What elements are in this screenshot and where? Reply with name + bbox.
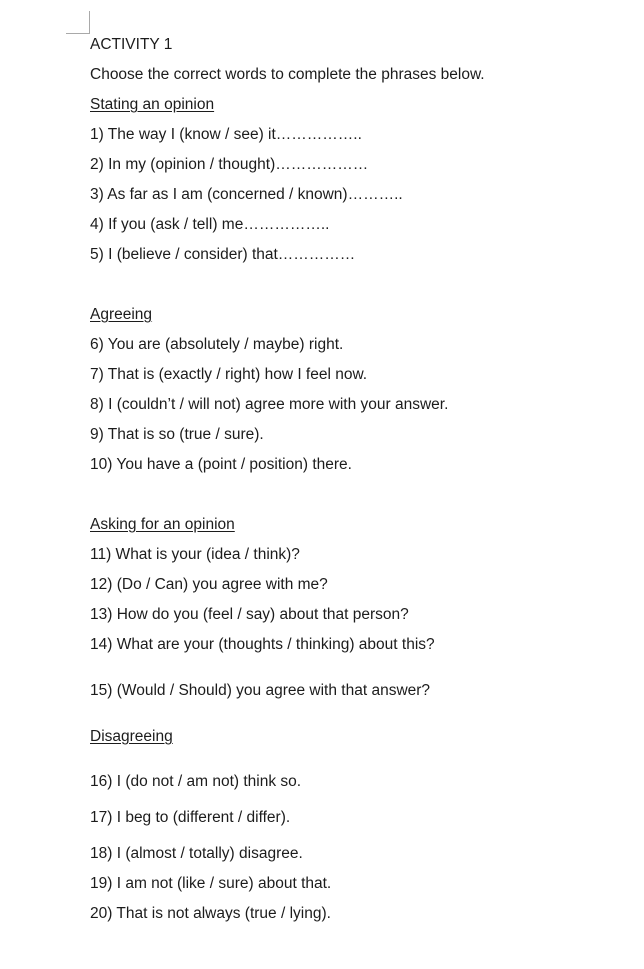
page-corner-mark (66, 11, 90, 34)
list-item: 4) If you (ask / tell) me…………….. (90, 216, 330, 233)
list-item: 16) I (do not / am not) think so. (90, 773, 302, 790)
list-item: 12) (Do / Can) you agree with me? (90, 576, 328, 593)
list-item: 14) What are your (thoughts / thinking) about this? (90, 636, 435, 653)
list-item: 9) That is so (true / sure). (90, 426, 264, 443)
list-item: 1) The way I (know / see) it…………….. (90, 126, 362, 143)
list-item: 5) I (believe / consider) that…………… (90, 246, 356, 263)
list-item: 6) You are (absolutely / maybe) right. (90, 336, 344, 353)
list-item: 3) As far as I am (concerned / known)……….. (90, 186, 403, 203)
list-item: 7) That is (exactly / right) how I feel now. (90, 366, 368, 383)
list-item: 18) I (almost / totally) disagree. (90, 845, 303, 862)
list-item: 10) You have a (point / position) there. (90, 456, 352, 473)
list-item: 8) I (couldn’t / will not) agree more with your answer. (90, 396, 449, 413)
list-item: 15) (Would / Should) you agree with that answer? (90, 682, 431, 699)
section-heading-agreeing: Agreeing (90, 306, 153, 323)
instruction-text: Choose the correct words to complete the phrases below. (90, 66, 485, 83)
activity-title: ACTIVITY 1 (90, 36, 173, 53)
list-item: 19) I am not (like / sure) about that. (90, 875, 332, 892)
list-item: 11) What is your (idea / think)? (90, 546, 300, 563)
section-heading-disagreeing: Disagreeing (90, 728, 173, 745)
list-item: 17) I beg to (different / differ). (90, 809, 291, 826)
section-heading-stating-opinion: Stating an opinion (90, 96, 215, 113)
list-item: 2) In my (opinion / thought)……………… (90, 156, 369, 173)
list-item: 13) How do you (feel / say) about that person? (90, 606, 409, 623)
list-item: 20) That is not always (true / lying). (90, 905, 331, 922)
section-heading-asking-opinion: Asking for an opinion (90, 516, 235, 533)
